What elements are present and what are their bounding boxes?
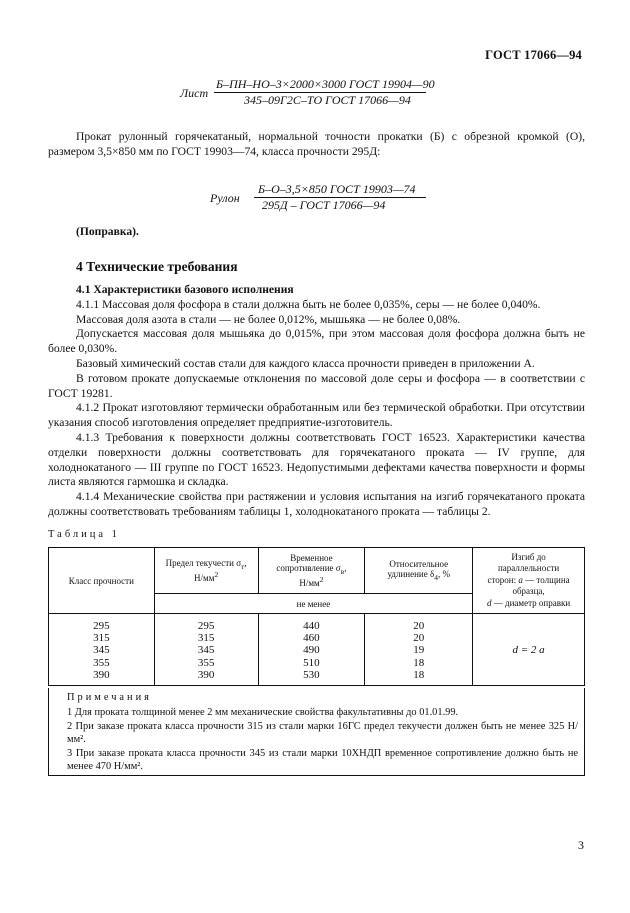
col-bend-value: d = 2 a [473,614,585,686]
section-title-wrap [76,259,238,275]
header-bend: Изгиб до параллельности сторон: а — толщина образца, d — диаметр оправки [473,548,585,614]
table-1 [48,547,585,686]
formula-roll-denominator: 295Д – ГОСТ 17066—94 [262,198,386,212]
header-not-less: не менее [154,594,472,614]
formula-roll-label: Рулон [210,191,240,205]
paragraph-4-1-1: 4.1.1 Массовая доля фосфора в стали должна быть не более 0,035%, серы — не более 0,040%. [76,297,541,311]
correction-note: (Поправка). [76,225,139,238]
col-yield-values: 295 315 345 355 390 [154,614,258,686]
page-number: 3 [578,838,584,852]
intro-block [48,130,585,160]
header-yield: Предел текучести $\sigma_т$, $Н/мм^2$ [154,548,258,594]
section-title: 4 Технические требования [76,259,238,274]
formula-roll [210,182,450,219]
table-caption: Таблица 1 [48,529,120,540]
paragraph-nitrogen: Массовая доля азота в стали — не более 0,012%, мышьяка — не более 0,08%. [76,312,461,326]
col-class-values: 295 315 345 355 390 [49,614,155,686]
header-class: Класс прочности [49,548,155,614]
formula-roll-numerator: Б–О–3,5×850 ГОСТ 19903—74 [258,182,416,196]
paragraph-4-1-3: 4.1.3 Требования к поверхности должны соответствовать ГОСТ 16523. Характеристики качества отделки поверхности должны соответствовать для горячекатаного проката — IV группе, для холоднокатаного — III группе по ГОСТ 16523. Недопустимыми дефектами качества поверхности и формы листа являются гармошка и складка. [48,430,585,489]
paragraph-composition: Базовый химический состав стали для каждого класса прочности приведен в приложении А. [76,356,535,370]
note-3: 3 При заказе проката класса прочности 345 из стали марки 10ХНДП временное сопротивление должно быть не менее 470 Н/мм². [67,747,578,773]
paragraph-deviations: В готовом прокате допускаемые отклонения по массовой доле серы и фосфора — в соответствии с ГОСТ 19281. [48,371,585,400]
col-elongation-values: 20 20 19 18 18 [365,614,473,686]
paragraph-4-1-4: 4.1.4 Механические свойства при растяжении и условия испытания на изгиб горячекатаного проката должны соответствовать требованиям таблицы 1, холоднокатаного проката — таблицы 2. [48,490,585,518]
formula-sheet-numerator: Б–ПН–НО–3×2000×3000 ГОСТ 19904—90 [216,77,435,91]
header-tensile: Временное сопротивление $\sigma_в$, $Н/мм^2$ [258,548,365,594]
col-tensile-values: 440 460 490 510 530 [258,614,365,686]
note-2: 2 При заказе проката класса прочности 315 из стали марки 16ГС предел текучести должен быть не менее 325 Н/мм². [67,720,578,746]
document-id: ГОСТ 17066—94 [485,48,582,62]
section-body [48,283,585,520]
intro-paragraph: Прокат рулонный горячекатаный, нормальной точности прокатки (Б) с обрезной кромкой (О), размером 3,5×850 мм по ГОСТ 19903—74, класса прочности 295Д: [48,130,585,158]
header-elongation: Относительное удлинение $\delta_4$, % [365,548,473,594]
formula-sheet [180,77,460,114]
paragraph-arsenic: Допускается массовая доля мышьяка до 0,015%, при этом массовая доля фосфора должна быть не более 0,030%. [48,327,585,356]
note-1: 1 Для проката толщиной менее 2 мм механические свойства факультативны до 01.01.99. [67,707,459,719]
section-subtitle: 4.1 Характеристики базового исполнения [76,283,294,296]
paragraph-4-1-2: 4.1.2 Прокат изготовляют термически обработанным или без термической обработки. При отсутствии указания способ изготовления определяет предприятие-изготовитель. [48,401,585,430]
formula-sheet-denominator: 345–09Г2С–ТО ГОСТ 17066—94 [244,93,411,107]
notes-title: Примечания [67,692,152,703]
formula-sheet-label: Лист [180,86,209,100]
table-notes [48,688,585,776]
